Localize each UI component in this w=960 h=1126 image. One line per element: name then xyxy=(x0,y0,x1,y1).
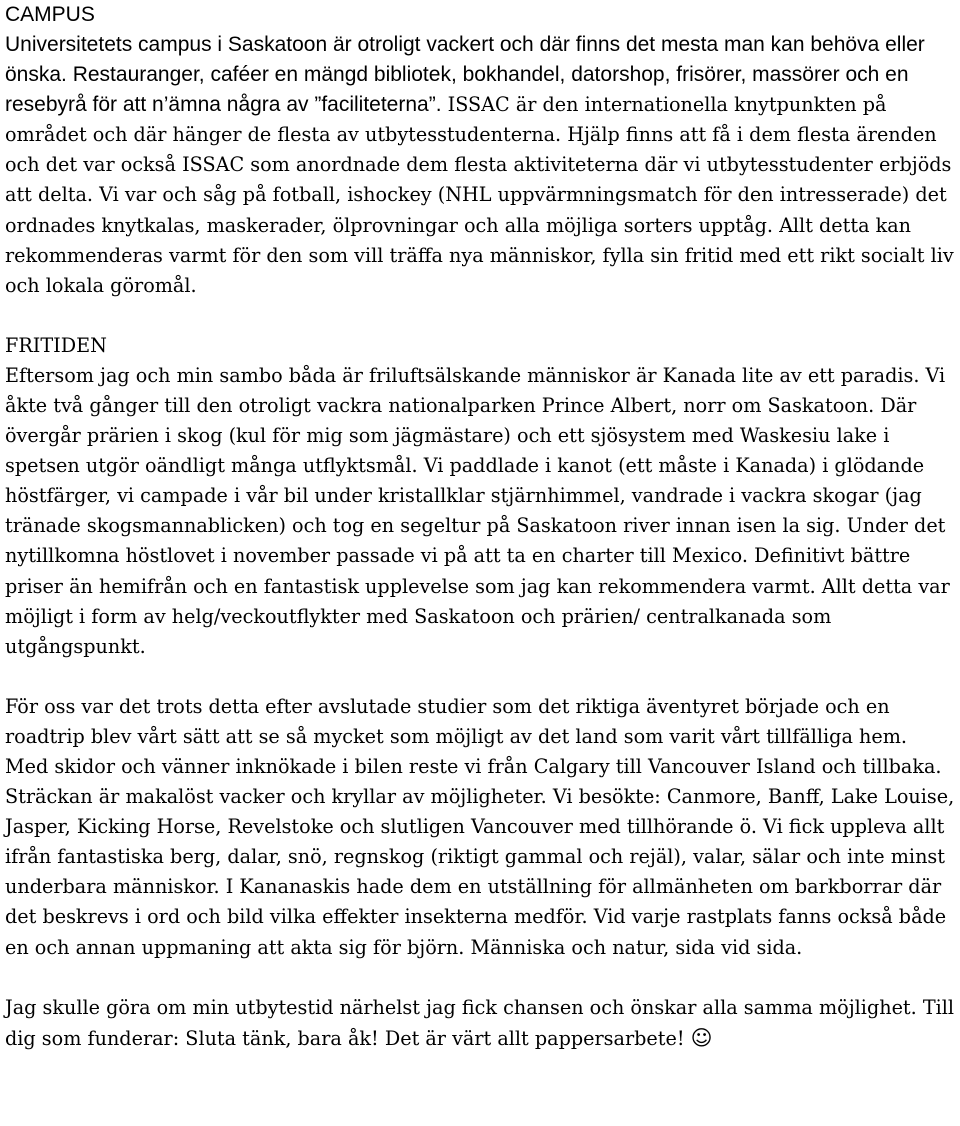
campus-paragraph-lead: Universitetets campus i Saskatoon är otroligt vackert och där finns det mesta man kan behöva eller önska. Restauranger, caféer en mängd bibliotek, bokhandel, datorshop, frisörer, massörer och en resebyrå för att n’ämna några av ”faciliteterna”. xyxy=(5,33,925,117)
roadtrip-paragraph: För oss var det trots detta efter avslutade studier som det riktiga äventyret började och en roadtrip blev vårt sätt att se så mycket som möjligt av det land som varit vårt tillfälliga hem. Med skidor och vänner inknökade i bilen reste vi från Calgary till Vancouver Island och tillbaka. Sträckan är makalöst vacker och kryllar av möjligheter. Vi besökte: Canmore, Banff, Lake Louise, Jasper, Kicking Horse, Revelstoke och slutligen Vancouver med tillhörande ö. Vi fick uppleva allt ifrån fantastiska berg, dalar, snö, regnskog (riktigt gammal och rejäl), valar, sälar och inte minst underbara människor. I Kananaskis hade dem en utställning för allmänheten om barkborrar där det beskrevs i ord och bild vilka effekter insekterna medför. Vid varje rastplats fanns också både en och annan uppmaning att akta sig för björn. Människa och natur, sida vid sida. xyxy=(5,694,955,959)
fritiden-heading: FRITIDEN xyxy=(5,333,107,357)
fritiden-paragraph: Eftersom jag och min sambo båda är friluftsälskande människor är Kanada lite av ett paradis. Vi åkte två gånger till den otroligt vackra nationalparken Prince Albert, norr om Saskatoon. Där övergår prärien i skog (kul för mig som jägmästare) och ett sjösystem med Waskesiu lake i spetsen utgör oändligt många utflyktsmål. Vi paddlade i kanot (ett måste i Kanada) i glödande höstfärger, vi campade i vår bil under kristallklar stjärnhimmel, vandrade i vackra skogar (jag tränade skogsmannablicken) och tog en segeltur på Saskatoon river innan isen la sig. Under det nytillkomna höstlovet i november passade vi på att ta en charter till Mexico. Definitivt bättre priser än hemifrån och en fantastisk upplevelse som jag kan rekommendera varmt. Allt detta var möjligt i form av helg/veckoutflykter med Saskatoon och prärien/ centralkanada som utgångspunkt. xyxy=(5,363,950,658)
campus-heading: CAMPUS xyxy=(5,3,95,26)
section-spacer xyxy=(5,662,956,692)
closing-paragraph xyxy=(5,993,956,1054)
closing-text: Jag skulle göra om min utbytestid närhelst jag fick chansen och önskar alla samma möjlighet. Till dig som funderar: Sluta tänk, bara åk! Det är värt allt pappersarbete! xyxy=(5,995,955,1050)
smiley-icon: ☺ xyxy=(690,1025,713,1050)
campus-paragraph-rest: ISSAC är den internationella knytpunkten på området och där hänger de flesta av utbytesstudenterna. Hjälp finns att få i dem flesta ärenden och det var också ISSAC som anordnade dem flesta aktiviteterna där vi utbytesstudenter erbjöds att delta. Vi var och såg på fotball, ishockey (NHL uppvärmningsmatch för den intresserade) det ordnades knytkalas, maskerader, ölprovningar och alla möjliga sorters upptåg. Allt detta kan rekommenderas varmt för den som vill träffa nya människor, fylla sin fritid med ett rikt socialt liv och lokala göromål. xyxy=(5,93,954,297)
section-spacer xyxy=(5,301,956,331)
section-spacer xyxy=(5,963,956,993)
campus-paragraph xyxy=(5,30,956,301)
